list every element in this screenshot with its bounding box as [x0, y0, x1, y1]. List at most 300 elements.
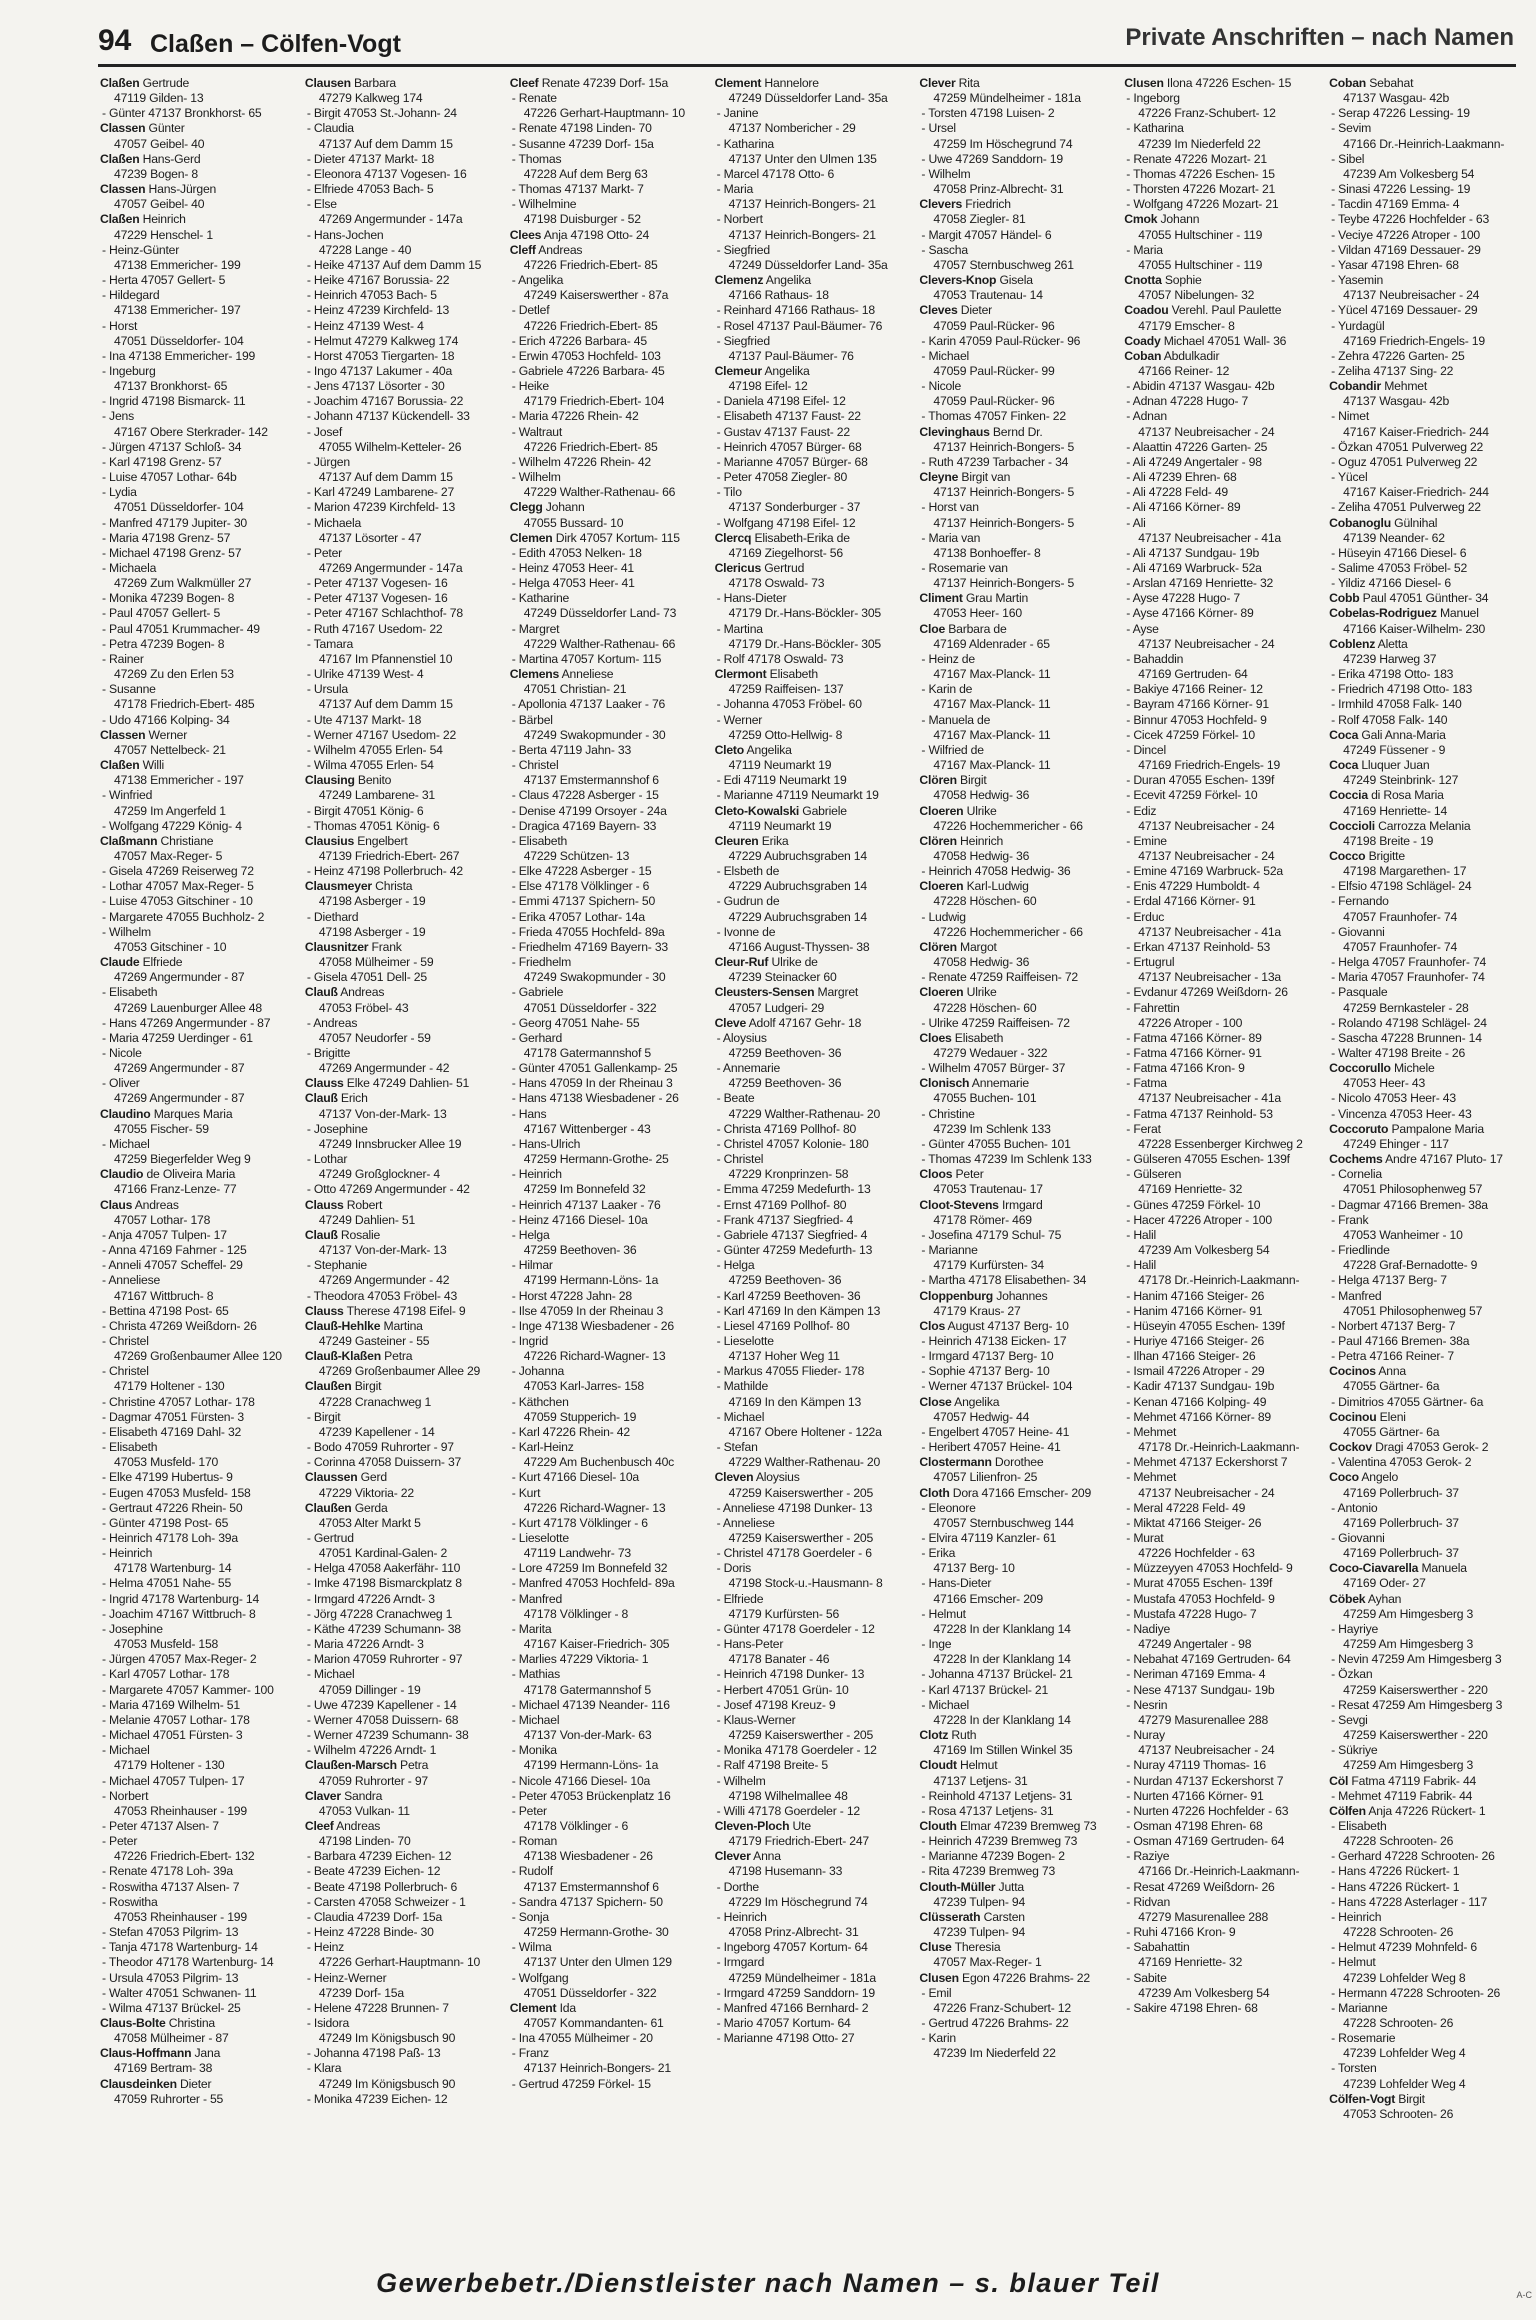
address-line: 47055 Buchen- 101	[933, 1091, 1037, 1106]
address-line: 47137 Lösorter - 47	[318, 530, 422, 545]
person-entry: - Sakire 47198 Ehren- 68	[1126, 2000, 1258, 2015]
family-name-heading: Clos August 47137 Berg- 10	[919, 1318, 1069, 1333]
person-entry: - Heinrich 47058 Hedwig- 36	[921, 864, 1071, 879]
address-line: 47239 Tulpen- 94	[933, 1925, 1026, 1940]
person-entry: - Irmhild 47058 Falk- 140	[1331, 697, 1462, 712]
address-line: 47179 Dr.-Hans-Böckler- 305	[728, 636, 881, 651]
person-entry: - Peter 47137 Vogesen- 16	[306, 576, 448, 591]
address-line: 47137 Heinrich-Bongers- 5	[933, 515, 1075, 530]
family-name-heading: Claußen Birgit	[304, 1379, 382, 1394]
person-entry: - Elisabeth	[102, 985, 158, 1000]
family-name-heading: Claußen Gerda	[304, 1500, 388, 1515]
address-line: 47057 Geibel- 40	[114, 136, 205, 151]
address-line: 47166 Franz-Lenze- 77	[114, 1182, 237, 1197]
person-entry: - Werner 47239 Schumann- 38	[306, 1728, 469, 1743]
person-entry: - Dimitrios 47055 Gärtner- 6a	[1331, 1394, 1484, 1409]
address-line: 47269 Großenbaumer Allee 120	[114, 1349, 282, 1364]
address-line: 47239 Kapellener - 14	[318, 1424, 435, 1439]
person-entry: - Maria 47226 Rhein- 42	[511, 409, 639, 424]
address-line: 47259 Raiffeisen- 137	[728, 682, 844, 697]
address-line: 47053 Musfeld- 170	[114, 1455, 219, 1470]
person-entry: - Nuray 47119 Thomas- 16	[1126, 1758, 1266, 1773]
person-entry: - Emine 47169 Warbruck- 52a	[1126, 864, 1284, 879]
person-entry: - Ursel	[921, 121, 956, 136]
address-line: 47269 Großenbaumer Allee 29	[318, 1364, 481, 1379]
person-entry: - Heinz 47166 Diesel- 10a	[511, 1212, 648, 1227]
person-entry: - Gisela 47051 Dell- 25	[306, 970, 427, 985]
person-entry: - Norbert	[716, 212, 763, 227]
address-line: 47198 Margarethen- 17	[1343, 864, 1467, 879]
address-line: 47259 Beethoven- 36	[523, 1243, 637, 1258]
address-line: 47137 Unter den Ulmen 135	[728, 151, 877, 166]
person-entry: - Thomas 47051 König- 6	[306, 818, 440, 833]
person-entry: - Willi 47178 Goerdeler - 12	[716, 1803, 860, 1818]
address-line: 47226 Richard-Wagner- 13	[523, 1349, 666, 1364]
person-entry: - Helene 47228 Brunnen- 7	[306, 2000, 449, 2015]
person-entry: - Nurten 47166 Körner- 91	[1126, 1788, 1264, 1803]
family-name-heading: Clemenz Angelika	[714, 273, 811, 288]
address-line: 47229 Aubruchsgraben 14	[728, 879, 867, 894]
person-entry: - Thorsten 47226 Mozart- 21	[1126, 182, 1276, 197]
person-entry: - Nebahat 47169 Gertruden- 64	[1126, 1652, 1291, 1667]
person-entry: - Wilhelm	[716, 1773, 766, 1788]
person-entry: - Jens	[102, 409, 134, 424]
person-entry: - Oliver	[102, 1076, 140, 1091]
address-line: 47169 In den Kämpen 13	[728, 1394, 862, 1409]
person-entry: - Elisabeth	[511, 833, 568, 848]
person-entry: - Dorthe	[716, 1879, 759, 1894]
address-line: 47178 Dr.-Heinrich-Laakmann-	[1138, 1440, 1300, 1455]
person-entry: - Michael 47198 Grenz- 57	[102, 545, 242, 560]
person-entry: - Hans 47059 In der Rheinau 3	[511, 1076, 673, 1091]
person-entry: - Sascha	[921, 242, 968, 257]
person-entry: - Norbert 47137 Berg- 7	[1331, 1318, 1456, 1333]
address-line: 47138 Bonhoeffer- 8	[933, 545, 1041, 560]
address-line: 47137 Von-der-Mark- 13	[318, 1106, 447, 1121]
person-entry: - Ingeborg	[1126, 91, 1180, 106]
person-entry: - Marianne	[921, 1243, 978, 1258]
person-entry: - Martina 47057 Kortum- 115	[511, 651, 662, 666]
address-line: 47137 Hoher Weg 11	[728, 1349, 840, 1364]
person-entry: - Heinrich 47138 Eicken- 17	[921, 1333, 1067, 1348]
address-line: 47228 In der Klanklang 14	[933, 1712, 1071, 1727]
person-entry: - Josephine	[306, 1121, 368, 1136]
address-line: 47137 Neubreisacher - 24	[1343, 288, 1480, 303]
address-line: 47249 Im Königsbusch 90	[318, 2076, 456, 2091]
address-line: 47053 Karl-Jarres- 158	[523, 1379, 644, 1394]
address-line: 47053 Fröbel- 43	[318, 1000, 409, 1015]
person-entry: - Ali 47239 Ehren- 68	[1126, 470, 1237, 485]
person-entry: - Yasemin	[1331, 273, 1384, 288]
person-entry: - Hans	[511, 1106, 547, 1121]
person-entry: - Klaus-Werner	[716, 1712, 796, 1727]
person-entry: - Siegfried	[716, 333, 770, 348]
person-entry: - Cicek 47259 Förkel- 10	[1126, 727, 1255, 742]
address-line: 47057 Nettelbeck- 21	[114, 742, 226, 757]
person-entry: - Maria van	[921, 530, 981, 545]
person-entry: - Mustafa 47053 Hochfeld- 9	[1126, 1591, 1275, 1606]
person-entry: - Ruhi 47166 Kron- 9	[1126, 1925, 1236, 1940]
person-entry: - Ecevit 47259 Förkel- 10	[1126, 788, 1258, 803]
person-entry: - Eleonora 47137 Vogesen- 16	[306, 166, 467, 181]
person-entry: - Sonja	[511, 1909, 549, 1924]
family-name-heading: Clevers Friedrich	[919, 197, 1011, 212]
family-name-heading: Clement Ida	[509, 2000, 576, 2015]
person-entry: - Dagmar 47051 Fürsten- 3	[102, 1409, 244, 1424]
address-line: 47137 Heinrich-Bongers- 5	[933, 576, 1075, 591]
person-entry: - Nadiye	[1126, 1621, 1171, 1636]
family-name-heading: Climent Grau Martin	[919, 591, 1029, 606]
person-entry: - Peter 47137 Alsen- 7	[102, 1818, 219, 1833]
person-entry: - Erika 47057 Lothar- 14a	[511, 909, 645, 924]
person-entry: - Doris	[716, 1561, 752, 1576]
person-entry: - Liesel 47169 Pollhof- 80	[716, 1318, 850, 1333]
person-entry: - Michael	[102, 1136, 150, 1151]
family-name-heading: Clemens Anneliese	[509, 667, 614, 682]
person-entry: - Nuray	[1126, 1728, 1165, 1743]
person-entry: - Günter 47198 Post- 65	[102, 1515, 229, 1530]
person-entry: - Paul 47166 Bremen- 38a	[1331, 1333, 1470, 1348]
person-entry: - Eugen 47053 Musfeld- 158	[102, 1485, 251, 1500]
person-entry: - Ernst 47169 Pollhof- 80	[716, 1197, 847, 1212]
family-name-heading: Clostermann Dorothee	[919, 1455, 1044, 1470]
person-entry: - Sandra 47137 Spichern- 50	[511, 1894, 663, 1909]
person-entry: - Detlef	[511, 303, 550, 318]
person-entry: - Maria 47198 Grenz- 57	[102, 530, 231, 545]
address-line: 47055 Wilhelm-Ketteler- 26	[318, 439, 462, 454]
person-entry: - Gülseren	[1126, 1167, 1182, 1182]
family-name-heading: Clericus Gertrud	[714, 561, 805, 575]
person-entry: - Helmut 47279 Kalkweg 174	[306, 333, 459, 348]
person-entry: - Paul 47051 Krummacher- 49	[102, 621, 260, 636]
person-entry: - Imke 47198 Bismarckplatz 8	[306, 1576, 462, 1591]
person-entry: - Denise 47199 Orsoyer - 24a	[511, 803, 667, 818]
address-line: 47249 Kaiserswerther - 87a	[523, 288, 669, 303]
person-entry: - Serap 47226 Lessing- 19	[1331, 106, 1470, 121]
family-name-heading: Clauß Rosalie	[304, 1227, 381, 1242]
person-entry: - Waltraut	[511, 424, 563, 439]
address-line: 47053 Heer- 43	[1343, 1076, 1426, 1091]
person-entry: - Ludwig	[921, 909, 966, 924]
address-line: 47137 Heinrich-Bongers- 21	[523, 2061, 671, 2076]
person-entry: - Evdanur 47269 Weißdorn- 26	[1126, 985, 1288, 1000]
person-entry: - Beate	[716, 1091, 755, 1106]
address-line: 47229 Im Höschegrund 74	[728, 1894, 868, 1909]
family-name-heading: Claßen Gertrude	[100, 76, 190, 90]
person-entry: - Hilmar	[511, 1258, 553, 1273]
address-line: 47279 Masurenallee 288	[1138, 1712, 1269, 1727]
family-name-heading: Coblenz Aletta	[1329, 636, 1408, 651]
address-line: 47166 Rathaus- 18	[728, 288, 829, 303]
person-entry: - Thomas 47239 Im Schlenk 133	[921, 1152, 1092, 1167]
family-name-heading: Cleff Andreas	[509, 242, 583, 257]
address-line: 47137 Auf dem Damm 15	[318, 136, 453, 151]
person-entry: - Birgit 47053 St.-Johann- 24	[306, 106, 457, 121]
person-entry: - Erkan 47137 Reinhold- 53	[1126, 939, 1271, 954]
person-entry: - Manfred 47179 Jupiter- 30	[102, 515, 247, 530]
address-line: 47059 Ruhrorter - 97	[318, 1773, 428, 1788]
person-entry: - Heinrich 47137 Laaker - 76	[511, 1197, 661, 1212]
person-entry: - Ina 47138 Emmericher- 199	[102, 348, 256, 363]
person-entry: - Reinhold 47137 Letjens- 31	[921, 1788, 1073, 1803]
person-entry: - Halil	[1126, 1227, 1157, 1242]
person-entry: - Rosa 47137 Letjens- 31	[921, 1803, 1054, 1818]
person-entry: - Zeliha 47051 Pulverweg 22	[1331, 500, 1481, 515]
address-line: 47259 Bernkasteler - 28	[1343, 1000, 1469, 1015]
person-entry: - Ursula	[306, 682, 348, 697]
person-entry: - Werner	[716, 712, 763, 727]
person-entry: - Rosel 47137 Paul-Bäumer- 76	[716, 318, 883, 333]
person-entry: - Marianne 47119 Neumarkt 19	[716, 788, 879, 803]
person-entry: - Nesrin	[1126, 1697, 1168, 1712]
person-entry: - Luise 47053 Gitschiner - 10	[102, 894, 253, 909]
person-entry: - Nese 47137 Sundgau- 19b	[1126, 1682, 1275, 1697]
person-entry: - Ediz	[1126, 803, 1157, 818]
address-line: 47249 Lambarene- 31	[318, 788, 435, 803]
person-entry: - Andreas	[306, 1015, 358, 1030]
family-name-heading: Cochems Andre 47167 Pluto- 17	[1329, 1152, 1503, 1167]
address-line: 47279 Wedauer - 322	[933, 1046, 1048, 1060]
person-entry: - Gerhard	[511, 1030, 563, 1045]
address-line: 47249 Düsseldorfer Land- 73	[523, 606, 677, 621]
person-entry: - Friedlinde	[1331, 1243, 1390, 1258]
person-entry: - Helmut	[1331, 1955, 1376, 1970]
person-entry: - Peter	[511, 1803, 547, 1818]
address-line: 47228 Höschen- 60	[933, 894, 1037, 909]
address-line: 47167 Max-Planck- 11	[933, 758, 1051, 773]
person-entry: - Luise 47057 Lothar- 64b	[102, 470, 237, 485]
person-entry: - Rolf 47178 Oswald- 73	[716, 651, 844, 666]
person-entry: - Michael	[921, 1697, 970, 1712]
person-entry: - Ingeburg	[102, 363, 156, 378]
address-line: 47259 Kaiserswerther - 220	[1343, 1682, 1488, 1697]
family-name-heading: Cleven Aloysius	[714, 1470, 800, 1485]
address-line: 47259 Am Himgesberg 3	[1343, 1758, 1474, 1773]
address-line: 47179 Friedrich-Ebert- 247	[728, 1834, 870, 1849]
person-entry: - Berta 47119 Jahn- 33	[511, 742, 632, 757]
family-name-heading: Cobb Paul 47051 Günther- 34	[1329, 591, 1489, 606]
person-entry: - Lieselotte	[511, 1531, 569, 1545]
person-entry: - Helmut	[921, 1606, 966, 1621]
person-entry: - Karl 47226 Rhein- 42	[511, 1424, 630, 1439]
family-name-heading: Coca Gali Anna-Maria	[1329, 727, 1446, 742]
family-name-heading: Coccia di Rosa Maria	[1329, 788, 1444, 803]
person-entry: - Joachim 47167 Wittbruch- 8	[102, 1606, 256, 1621]
address-line: 47179 Kraus- 27	[933, 1303, 1021, 1318]
family-name-heading: Claßen Heinrich	[100, 212, 186, 227]
person-entry: - Apollonia 47137 Laaker - 76	[511, 697, 666, 712]
family-name-heading: Claßen Willi	[100, 758, 164, 773]
person-entry: - Helga 47057 Fraunhofer- 74	[1331, 955, 1487, 970]
person-entry: - Nimet	[1331, 409, 1370, 424]
person-entry: - Yücel 47169 Dessauer- 29	[1331, 303, 1478, 318]
person-entry: - Claus 47228 Asberger - 15	[511, 788, 659, 803]
person-entry: - Theodora 47053 Fröbel- 43	[306, 1288, 458, 1303]
family-name-heading: Clonisch Annemarie	[919, 1076, 1029, 1091]
address-line: 47169 Bertram- 38	[114, 2061, 213, 2076]
address-line: 47053 Vulkan- 11	[318, 1803, 410, 1818]
person-entry: - Katharina	[1126, 121, 1184, 136]
person-entry: - Ingrid	[511, 1333, 549, 1348]
page-number: 94	[98, 24, 132, 57]
address-line: 47058 Mülheimer - 87	[114, 2031, 229, 2046]
address-line: 47057 Sternbuschweg 261	[933, 257, 1074, 272]
person-entry: - Margarete 47057 Kammer- 100	[102, 1682, 274, 1697]
person-entry: - Manfred 47053 Hochfeld- 89a	[511, 1576, 675, 1591]
person-entry: - Rosemarie van	[921, 561, 1008, 575]
person-entry: - Heinz 47139 West- 4	[306, 318, 424, 333]
person-entry: - Heinrich 47178 Loh- 39a	[102, 1531, 238, 1545]
person-entry: - Sascha 47228 Brunnen- 14	[1331, 1030, 1482, 1045]
address-line: 47137 Emstermannshof 6	[523, 1879, 659, 1894]
person-entry: - Gabriele 47226 Barbara- 45	[511, 363, 665, 378]
address-line: 47249 Im Königsbusch 90	[318, 2031, 456, 2046]
address-line: 47169 Oder- 27	[1343, 1576, 1426, 1591]
address-line: 47137 Nombericher - 29	[728, 121, 856, 136]
person-entry: - Isidora	[306, 2016, 350, 2030]
person-entry: - Elisabeth 47169 Dahl- 32	[102, 1424, 242, 1439]
person-entry: - Friedhelm 47169 Bayern- 33	[511, 939, 669, 954]
person-entry: - Maria	[716, 182, 754, 197]
address-line: 47259 Im Angerfeld 1	[114, 803, 226, 818]
address-line: 47051 Düsseldorfer - 322	[523, 1000, 657, 1015]
address-line: 47178 Wartenburg- 14	[114, 1561, 232, 1576]
person-entry: - Hans 47228 Asterlager - 117	[1331, 1894, 1488, 1909]
person-entry: - Hayriye	[1331, 1621, 1379, 1636]
person-entry: - Jürgen 47137 Schloß- 34	[102, 439, 242, 454]
family-name-heading: Cloeren Karl-Ludwig	[919, 879, 1029, 894]
address-line: 47137 Bronkhorst- 65	[114, 379, 228, 394]
person-entry: - Roswitha	[102, 1894, 158, 1909]
person-entry: - Wilma 47055 Erlen- 54	[306, 758, 434, 773]
person-entry: - Sabahattin	[1126, 1940, 1190, 1955]
person-entry: - Nicolo 47053 Heer- 43	[1331, 1091, 1456, 1106]
address-line: 47055 Bussard- 10	[523, 515, 624, 530]
person-entry: - Rudolf	[511, 1864, 553, 1879]
address-line: 47058 Ziegler- 81	[933, 212, 1026, 227]
address-line: 47226 Gerhart-Hauptmann- 10	[523, 106, 685, 121]
person-entry: - Helma 47051 Nahe- 55	[102, 1576, 232, 1591]
address-line: 47228 Essenberger Kirchweg 2	[1138, 1136, 1303, 1151]
family-name-heading: Claus-Hoffmann Jana	[100, 2046, 221, 2061]
person-entry: - Emine	[1126, 833, 1167, 848]
family-name-heading: Cloth Dora 47166 Emscher- 209	[919, 1485, 1092, 1500]
family-name-heading: Coccoruto Pampalone Maria	[1329, 1121, 1484, 1136]
person-entry: - Barbara 47239 Eichen- 12	[306, 1849, 452, 1864]
address-line: 47137 Neubreisacher - 24	[1138, 1743, 1275, 1758]
person-entry: - Özkan	[1331, 1667, 1373, 1682]
family-name-heading: Cleve Adolf 47167 Gehr- 18	[714, 1015, 862, 1030]
person-entry: - Friedhelm	[511, 955, 572, 970]
person-entry: - Elvira 47119 Kanzler- 61	[921, 1531, 1057, 1545]
address-line: 47249 Gasteiner - 55	[318, 1333, 430, 1348]
address-line: 47139 Neander- 62	[1343, 530, 1445, 545]
address-line: 47259 Beethoven- 36	[728, 1273, 842, 1288]
person-entry: - Giovanni	[1331, 924, 1385, 939]
person-entry: - Ayse 47228 Hugo- 7	[1126, 591, 1240, 606]
header-rule	[98, 64, 1516, 67]
address-line: 47226 Hochfelder - 63	[1138, 1546, 1255, 1561]
person-entry: - Erika 47198 Otto- 183	[1331, 667, 1454, 682]
family-name-heading: Cleves Dieter	[919, 303, 993, 318]
person-entry: - Elisabeth	[1331, 1818, 1387, 1833]
family-name-heading: Clusen Egon 47226 Brahms- 22	[919, 1970, 1090, 1985]
person-entry: - Ertugrul	[1126, 955, 1175, 970]
person-entry: - Wolfgang	[511, 1970, 569, 1985]
address-line: 47137 Unter den Ulmen 129	[523, 1955, 672, 1970]
person-entry: - Mathilde	[716, 1379, 769, 1394]
address-line: 47259 Mündelheimer - 181a	[933, 91, 1081, 106]
address-line: 47053 Wanheimer - 10	[1343, 1227, 1463, 1242]
person-entry: - Johanna 47137 Brückel- 21	[921, 1667, 1073, 1682]
person-entry: - Martina	[716, 621, 763, 636]
family-name-heading: Coccorullo Michele	[1329, 1061, 1435, 1076]
address-line: 47053 Musfeld- 158	[114, 1637, 219, 1652]
person-entry: - Erwin 47053 Hochfeld- 103	[511, 348, 661, 363]
person-entry: - Christel 47057 Kolonie- 180	[716, 1136, 869, 1151]
person-entry: - Werner 47137 Brückel- 104	[921, 1379, 1073, 1394]
person-entry: - Helga 47137 Berg- 7	[1331, 1273, 1447, 1288]
address-line: 47167 Wittenberger - 43	[523, 1121, 651, 1136]
address-line: 47166 Kaiser-Wilhelm- 230	[1343, 621, 1486, 636]
address-line: 47137 Auf dem Damm 15	[318, 697, 453, 712]
address-line: 47226 Friedrich-Ebert- 132	[114, 1849, 255, 1864]
family-name-heading: Clemeur Angelika	[714, 363, 810, 378]
person-entry: - Gertrud 47259 Förkel- 15	[511, 2076, 651, 2091]
person-entry: - Mehmet	[1126, 1424, 1177, 1439]
address-line: 47226 Atroper - 100	[1138, 1015, 1243, 1030]
address-line: 47269 Angermunder - 147a	[318, 561, 463, 575]
person-entry: - Halil	[1126, 1258, 1157, 1273]
person-entry: - Hans 47138 Wiesbadener - 26	[511, 1091, 679, 1106]
family-name-heading: Coco Angelo	[1329, 1470, 1399, 1485]
family-name-heading: Cleuren Erika	[714, 833, 789, 848]
person-entry: - Karl 47169 In den Kämpen 13	[716, 1303, 881, 1318]
person-entry: - Helga 47053 Heer- 41	[511, 576, 635, 591]
address-line: 47137 Von-der-Mark- 13	[318, 1243, 447, 1258]
address-line: 47169 Pollerbruch- 37	[1343, 1515, 1459, 1530]
person-entry: - Ina 47055 Mülheimer - 20	[511, 2031, 653, 2046]
address-line: 47137 Paul-Bäumer- 76	[728, 348, 854, 363]
person-entry: - Lothar	[306, 1152, 348, 1167]
family-name-heading: Close Angelika	[919, 1394, 1000, 1409]
family-name-heading: Claver Sandra	[304, 1788, 383, 1803]
person-entry: - Michael	[102, 1743, 150, 1758]
person-entry: - Michael	[716, 1409, 765, 1424]
person-entry: - Huriye 47166 Steiger- 26	[1126, 1333, 1265, 1348]
address-line: 47051 Düsseldorfer- 104	[114, 333, 244, 348]
person-entry: - Yurdagül	[1331, 318, 1385, 333]
family-name-heading: Clemen Dirk 47057 Kortum- 115	[509, 530, 680, 545]
address-line: 47226 Gerhart-Hauptmann- 10	[318, 1955, 481, 1970]
person-entry: - Kurt	[511, 1485, 541, 1500]
person-entry: - Werner 47058 Duissern- 68	[306, 1712, 459, 1727]
person-entry: - Johanna	[511, 1364, 565, 1379]
address-line: 47179 Friedrich-Ebert- 104	[523, 394, 665, 409]
edge-mark: A-C	[1516, 2290, 1532, 2300]
family-name-heading: Coco-Ciavarella Manuela	[1329, 1561, 1467, 1576]
address-line: 47139 Friedrich-Ebert- 267	[318, 848, 460, 863]
person-entry: - Ismail 47226 Atroper - 29	[1126, 1364, 1265, 1379]
address-line: 47137 Heinrich-Bongers- 5	[933, 485, 1075, 500]
family-name-heading: Cleef Andreas	[304, 1818, 381, 1833]
family-name-heading: Clotz Ruth	[919, 1728, 977, 1743]
person-entry: - Oguz 47051 Pulverweg 22	[1331, 454, 1478, 469]
person-entry: - Markus 47055 Flieder- 178	[716, 1364, 865, 1379]
person-entry: - Michael	[511, 1712, 560, 1727]
address-line: 47167 Obere Sterkrader- 142	[114, 424, 268, 439]
person-entry: - Irmgard 47259 Sanddorn- 19	[716, 1985, 875, 2000]
